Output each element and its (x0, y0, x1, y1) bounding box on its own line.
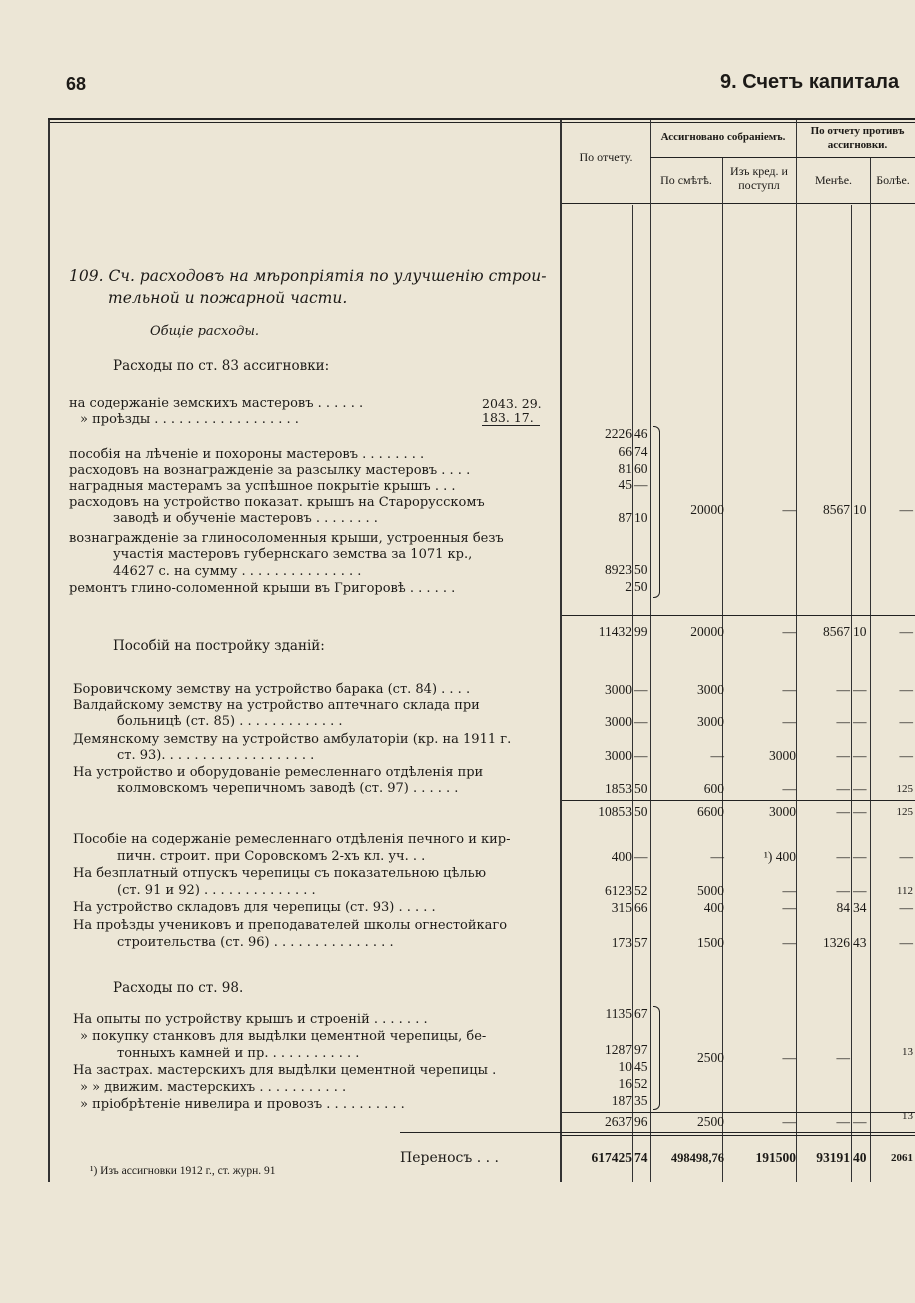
col-divider-1 (650, 120, 651, 1182)
item-line: колмовскомъ черепичномъ заводѣ (ст. 97) . . . . . . (117, 781, 459, 796)
item-line: На опыты по устройству крышъ и строеній . . . . . . . (73, 1012, 428, 1027)
header-menee: Менѣе. (814, 173, 853, 187)
section-subtitle: Общіе расходы. (150, 324, 260, 339)
item-line: Демянскому земству на устройство амбулаторіи (кр. на 1911 г. (73, 732, 512, 747)
inline-amount: 183. 17. (482, 410, 540, 426)
total-int: 10853 (598, 804, 632, 819)
value-menee: 1326 (823, 935, 850, 950)
running-head: 9. Счетъ капитала (720, 71, 900, 93)
assigned-smeta: 20000 (690, 502, 724, 517)
left-border (48, 120, 50, 1182)
value-menee-kop: — (853, 883, 867, 898)
value-int: 1853 (605, 781, 632, 796)
value-kop: 35 (634, 1093, 648, 1108)
value-bolee: 112 (896, 885, 913, 897)
header-assigned: Ассигновано собраніемъ. (660, 131, 786, 143)
item-line: Пособіе на содержаніе ремесленнаго отдѣленія печного и кир- (73, 832, 511, 847)
total-smeta: 20000 (690, 624, 724, 639)
value-bolee: 125 (896, 783, 913, 795)
value-menee-kop: — (853, 849, 867, 864)
header-mid-rule (650, 157, 915, 158)
value-int: 16 (618, 1076, 632, 1091)
value-kred: 3000 (769, 748, 796, 763)
item-line: Боровичскому земству на устройство барака (ст. 84) . . . . (73, 682, 471, 697)
value-kop: 45 (634, 1059, 648, 1074)
carry-int: 617425 (591, 1150, 632, 1165)
item-line: (ст. 91 и 92) . . . . . . . . . . . . . . (117, 883, 316, 898)
assigned-kred: — (782, 502, 796, 517)
header-iz-kred: Изъ кред. и поступл (730, 164, 788, 192)
header-bottom-rule (560, 203, 915, 204)
value-kop: 50 (634, 579, 648, 594)
value-kred: ¹) 400 (763, 849, 796, 864)
group2-heading: Пособій на постройку зданій: (113, 638, 325, 654)
value-kred: — (782, 682, 796, 697)
col-divider-3 (796, 120, 797, 1182)
value-menee-kop: 34 (853, 900, 867, 915)
header-bolee: Болѣе. (876, 173, 910, 187)
item-line: На безплатный отпускъ черепицы съ показательною цѣлью (73, 866, 487, 881)
item-line: участія мастеровъ губернскаго земства за 1071 кр., (113, 547, 473, 562)
bolee-value: 13 (902, 1046, 913, 1058)
header-vs-assigned: По отчету противъ ассигновки. (810, 125, 905, 151)
item-line: 44627 с. на сумму . . . . . . . . . . . . . . . (113, 564, 362, 579)
subtotal-rule (562, 800, 915, 801)
value-kop: 46 (634, 426, 648, 441)
value-int: 2 (625, 579, 632, 594)
value-menee: — (836, 748, 850, 763)
total-menee: — (836, 1114, 850, 1129)
value-menee-kop: — (853, 748, 867, 763)
menee-value: — (836, 1050, 850, 1065)
total-smeta: 2500 (697, 1114, 724, 1129)
item-line: » покупку станковъ для выдѣлки цементной черепицы, бе- (80, 1029, 487, 1044)
value-menee: 84 (836, 900, 850, 915)
col-divider-4 (870, 158, 871, 1182)
footnote: ¹) Изъ ассигновки 1912 г., ст. журн. 91 (90, 1165, 276, 1177)
value-smeta: 600 (703, 781, 724, 796)
value-kred: — (782, 781, 796, 796)
value-kop: — (634, 714, 648, 729)
item-line: пособія на лѣченіе и похороны мастеровъ . . . . . . . . (69, 447, 425, 462)
value-bolee: — (899, 900, 913, 915)
value-int: 45 (618, 477, 632, 492)
table-top-rule-thin (48, 122, 915, 123)
value-smeta: 3000 (697, 682, 724, 697)
total-kop: 96 (634, 1114, 648, 1129)
total-kred: — (782, 1114, 796, 1129)
value-menee: — (836, 714, 850, 729)
value-kop: — (634, 849, 648, 864)
value-kop: 57 (634, 935, 648, 950)
value-int: 10 (618, 1059, 632, 1074)
value-kop: — (634, 477, 648, 492)
group4-heading: Расходы по ст. 98. (113, 980, 244, 996)
value-menee: — (836, 682, 850, 697)
item-line: Валдайскому земству на устройство аптечнаго склада при (73, 698, 480, 713)
page-number: 68 (66, 74, 87, 94)
value-bolee: — (899, 935, 913, 950)
menee-kop: 10 (853, 502, 867, 517)
col-divider-2 (722, 158, 723, 1182)
item-line: наградныя мастерамъ за успѣшное покрытіе крышъ . . . (69, 479, 456, 494)
value-bolee: — (899, 849, 913, 864)
value-int: 81 (618, 461, 632, 476)
value-smeta: 1500 (697, 935, 724, 950)
menee-int: 8567 (823, 502, 850, 517)
kop-divider-1 (632, 205, 633, 1182)
carry-menee-kop: 40 (853, 1150, 867, 1165)
value-kop: 67 (634, 1006, 648, 1021)
value-kop: 10 (634, 510, 648, 525)
value-kop: 66 (634, 900, 648, 915)
value-kop: 50 (634, 562, 648, 577)
value-int: 66 (618, 444, 632, 459)
value-kop: 60 (634, 461, 648, 476)
header-po-smete: По смѣтѣ. (660, 173, 712, 187)
header-po-otchetu: По отчету. (579, 150, 633, 164)
value-kop: 97 (634, 1042, 648, 1057)
item-line: На проѣзды учениковъ и преподавателей школы огнестойкаго (73, 918, 508, 933)
value-int: 3000 (605, 748, 632, 763)
carry-kred: 191500 (755, 1150, 796, 1165)
value-int: 2226 (605, 426, 632, 441)
item-line: тонныхъ камней и пр. . . . . . . . . . . . (117, 1046, 360, 1061)
value-smeta: — (710, 849, 724, 864)
value-bolee: — (899, 714, 913, 729)
value-int: 8923 (605, 562, 632, 577)
value-kop: 52 (634, 883, 648, 898)
value-kred: — (782, 935, 796, 950)
total-menee-kop: 10 (853, 624, 867, 639)
value-smeta: 3000 (697, 714, 724, 729)
item-line: На застрах. мастерскихъ для выдѣлки цементной черепицы . (73, 1063, 497, 1078)
carry-kop: 74 (634, 1150, 648, 1165)
total-int: 2637 (605, 1114, 632, 1129)
value-kop: — (634, 682, 648, 697)
value-menee: — (836, 781, 850, 796)
item-line: расходовъ на вознагражденіе за разсылку мастеровъ . . . . (69, 463, 471, 478)
value-int: 3000 (605, 682, 632, 697)
text-line: на содержаніе земскихъ мастеровъ . . . . . . (69, 396, 364, 411)
value-int: 6123 (605, 883, 632, 898)
item-line: ремонтъ глино-соломенной крыши въ Григоровѣ . . . . . . (69, 581, 456, 596)
value-menee-kop: 43 (853, 935, 867, 950)
item-line: ст. 93). . . . . . . . . . . . . . . . . . . (117, 748, 315, 763)
total-menee-kop: — (853, 1114, 867, 1129)
item-line: » » движим. мастерскихъ . . . . . . . . . . . (80, 1080, 347, 1095)
value-int: 187 (611, 1093, 632, 1108)
value-kred: — (782, 714, 796, 729)
assigned-kred: — (782, 1050, 796, 1065)
value-menee-kop: — (853, 682, 867, 697)
total-menee-kop: — (853, 804, 867, 819)
value-int: 400 (611, 849, 632, 864)
value-kop: 50 (634, 781, 648, 796)
value-int: 3000 (605, 714, 632, 729)
total-kred: 3000 (769, 804, 796, 819)
value-int: 1287 (605, 1042, 632, 1057)
value-menee: — (836, 883, 850, 898)
carry-rule (400, 1132, 915, 1133)
item-line: вознагражденіе за глиносоломенныя крыши, устроенныя безъ (69, 531, 504, 546)
value-bolee: — (899, 748, 913, 763)
value-int: 1135 (605, 1006, 632, 1021)
value-bolee: — (899, 682, 913, 697)
value-int: 173 (611, 935, 632, 950)
value-menee-kop: — (853, 714, 867, 729)
section-title-line1: 109. Сч. расходовъ на мѣропріятія по улучшенію строи- (69, 267, 547, 285)
text-line: » проѣзды . . . . . . . . . . . . . . . . . . (80, 412, 299, 427)
item-line: больницѣ (ст. 85) . . . . . . . . . . . . . (117, 714, 343, 729)
total-kred: — (782, 624, 796, 639)
subtotal-rule (562, 615, 915, 616)
item-line: » пріобрѣтеніе нивелира и провозъ . . . . . . . . . . (80, 1097, 405, 1112)
total-smeta: 6600 (697, 804, 724, 819)
value-smeta: — (710, 748, 724, 763)
value-menee: — (836, 849, 850, 864)
total-menee-int: 8567 (823, 624, 850, 639)
carry-label: Переносъ . . . (400, 1150, 499, 1166)
group1-heading: Расходы по ст. 83 ассигновки: (113, 358, 330, 374)
kop-divider-2 (851, 205, 852, 1182)
value-int: 87 (618, 510, 632, 525)
item-line: расходовъ на устройство показат. крышъ на Старорусскомъ (69, 495, 485, 510)
total-menee: — (836, 804, 850, 819)
value-kred: — (782, 883, 796, 898)
carry-bolee: 2061 (891, 1152, 913, 1164)
total-int: 11432 (598, 624, 632, 639)
bolee-value: — (899, 502, 913, 517)
value-kop: — (634, 748, 648, 763)
table-top-rule (48, 118, 915, 120)
item-line: На устройство складовъ для черепицы (ст. 93) . . . . . (73, 900, 436, 915)
item-line: заводѣ и обученіе мастеровъ . . . . . . . . (113, 511, 378, 526)
value-kred: — (782, 900, 796, 915)
value-kop: 74 (634, 444, 648, 459)
value-kop: 52 (634, 1076, 648, 1091)
value-smeta: 5000 (697, 883, 724, 898)
value-menee-kop: — (853, 781, 867, 796)
item-line: пичн. строит. при Соровскомъ 2-хъ кл. уч. . . (117, 849, 426, 864)
item-line: На устройство и оборудованіе ремесленнаго отдѣленія при (73, 765, 484, 780)
text-column-divider (560, 120, 562, 1182)
item-line: строительства (ст. 96) . . . . . . . . . . . . . . . (117, 935, 394, 950)
carry-rule-2 (562, 1135, 915, 1136)
subtotal-rule (562, 1112, 915, 1113)
assigned-smeta: 2500 (697, 1050, 724, 1065)
total-kop: 50 (634, 804, 648, 819)
carry-smeta: 498498,76 (670, 1151, 724, 1165)
carry-menee: 93191 (816, 1150, 850, 1165)
value-int: 315 (611, 900, 632, 915)
inline-amount: 2043. 29. (482, 396, 542, 411)
total-kop: 99 (634, 624, 648, 639)
value-smeta: 400 (703, 900, 724, 915)
section-title-line2: тельной и пожарной части. (108, 289, 348, 307)
total-bolee: 125 (896, 806, 913, 818)
total-bolee: — (899, 624, 913, 639)
total-bolee: 13 (902, 1110, 913, 1122)
